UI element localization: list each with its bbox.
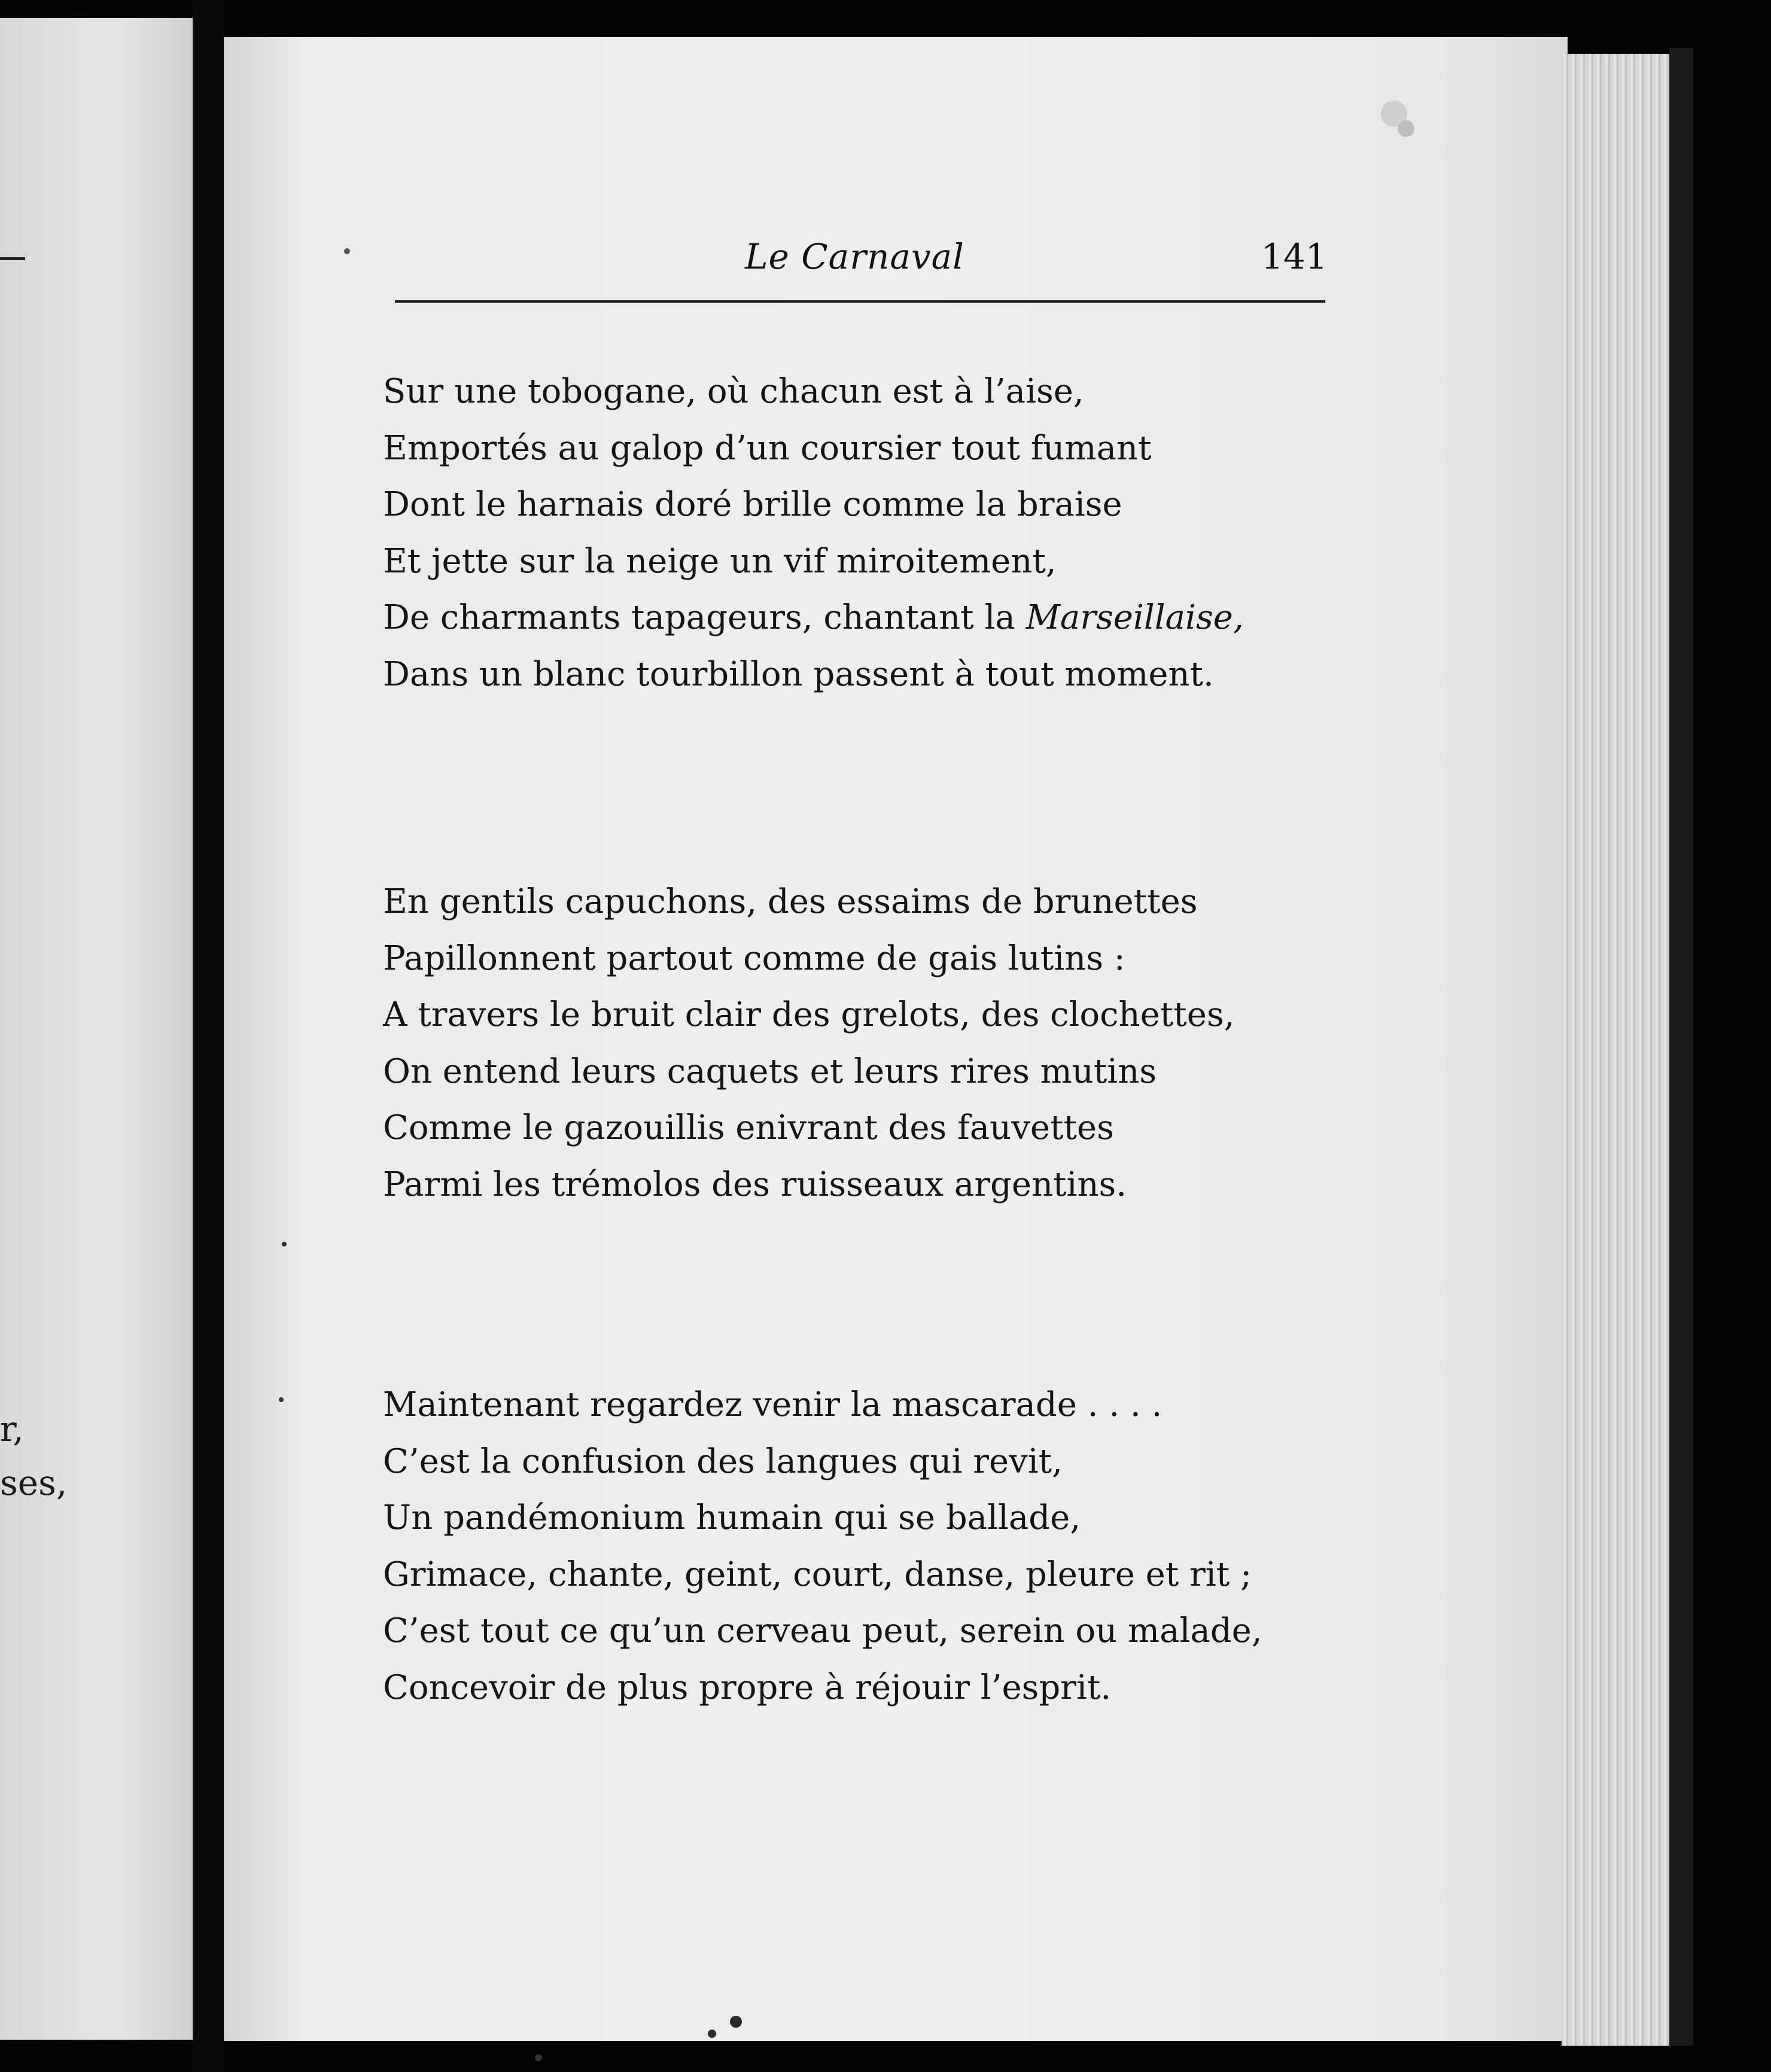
verse-line: On entend leurs caquets et leurs rires mutins bbox=[383, 1052, 1157, 1091]
facing-page-fragment: ses, bbox=[0, 1462, 68, 1503]
verse-line: Comme le gazouillis enivrant des fauvettes bbox=[383, 1108, 1114, 1147]
verse-line: Emportés au galop d’un coursier tout fumant bbox=[383, 428, 1152, 468]
verse-line: A travers le bruit clair des grelots, des clochettes, bbox=[383, 995, 1235, 1034]
verse-line: Grimace, chante, geint, court, danse, pleure et rit ; bbox=[383, 1555, 1252, 1594]
verse-line: Et jette sur la neige un vif miroitement, bbox=[383, 541, 1057, 581]
verse-line: Dont le harnais doré brille comme la braise bbox=[383, 485, 1122, 524]
verse-line: Parmi les trémolos des ruisseaux argentins. bbox=[383, 1165, 1127, 1204]
verse-line: Sur une tobogane, où chacun est à l’aise, bbox=[383, 372, 1084, 411]
verse-line: Dans un blanc tourbillon passent à tout moment. bbox=[383, 654, 1214, 694]
verse-line: En gentils capuchons, des essaims de brunettes bbox=[383, 882, 1198, 921]
verse-line-text: De charmants tapageurs, chantant la bbox=[383, 598, 1026, 637]
verse-line: Un pandémonium humain qui se ballade, bbox=[383, 1498, 1081, 1537]
verse-line: Papillonnent partout comme de gais lutins : bbox=[383, 939, 1125, 978]
page-number: 141 bbox=[1261, 236, 1328, 277]
verse-line: Concevoir de plus propre à réjouir l’esprit. bbox=[383, 1668, 1112, 1707]
verse-line: Maintenant regardez venir la mascarade . . . . bbox=[383, 1385, 1163, 1424]
facing-page-fragment: r, bbox=[0, 1409, 24, 1449]
verse-line: C’est tout ce qu’un cerveau peut, serein ou malade, bbox=[383, 1611, 1262, 1650]
italic-title: Marseillaise, bbox=[1026, 598, 1244, 637]
running-title: Le Carnaval bbox=[745, 236, 964, 277]
verse-line: C’est la confusion des langues qui revit, bbox=[383, 1442, 1063, 1481]
